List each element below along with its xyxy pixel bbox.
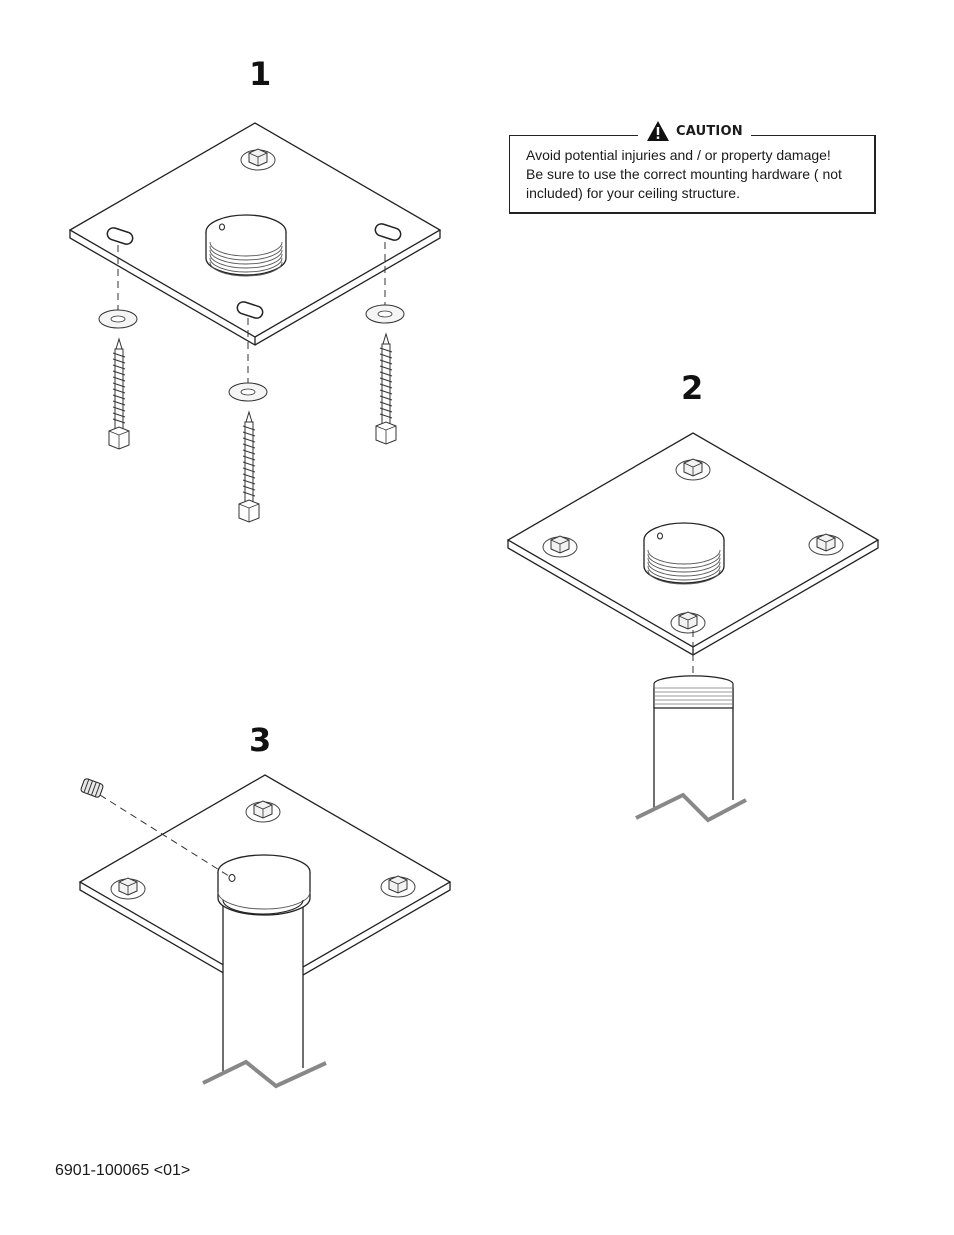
step-1-number: 1 xyxy=(249,55,272,93)
caution-title: CAUTION xyxy=(676,123,743,139)
step-3-number: 3 xyxy=(249,721,272,759)
step-3-plate-figure xyxy=(80,775,450,1086)
step-2-plate-figure xyxy=(508,433,878,820)
caution-line-2: Be sure to use the correct mounting hardware ( not xyxy=(526,166,842,182)
caution-line-1: Avoid potential injuries and / or property damage! xyxy=(526,147,831,163)
part-number: 6901-100065 <01> xyxy=(55,1162,191,1179)
caution-line-3: included) for your ceiling structure. xyxy=(526,185,740,201)
step-2-number: 2 xyxy=(681,369,704,407)
step-1-plate-figure xyxy=(70,123,440,522)
